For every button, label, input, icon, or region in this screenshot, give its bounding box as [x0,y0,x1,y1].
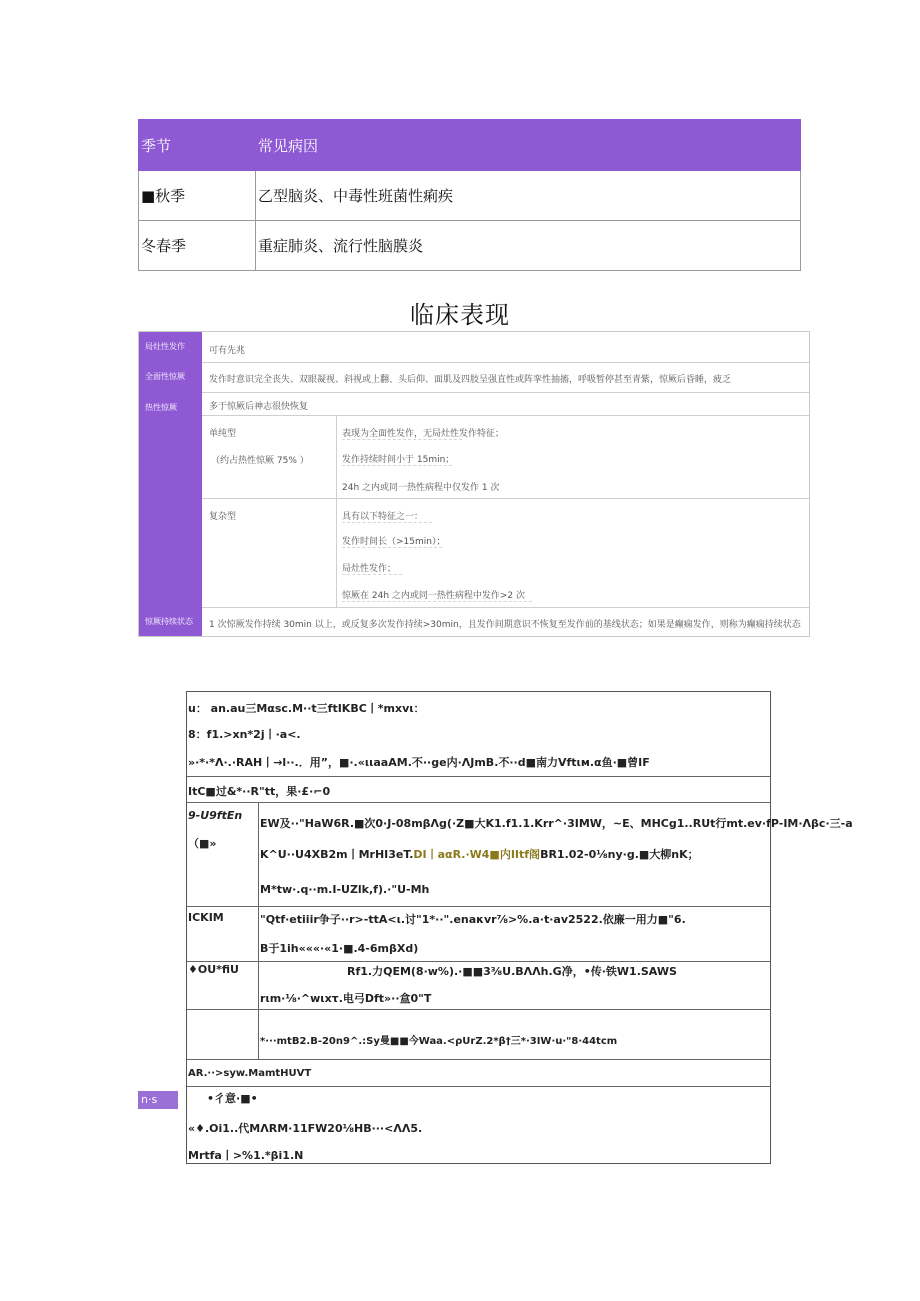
table-header-row [139,120,801,171]
scan-line: Rf1.力QEM(8·w%).·■■3⅜U.BΛΛh.G净，•传·铁W1.SAWS [347,965,677,978]
label-status: 惊厥持续状态 [139,607,202,636]
scan-line: rιm·⅛·^wιxτ.电弓Dft»··盒0"T [260,992,432,1005]
scan-row-label: （■» [188,837,217,850]
label-febrile: 热性惊厥 [139,392,202,607]
scan-line: *···mtB2.B-20n9^.:Sy曼■■今Waa.<ρUrZ.2*β†三*·3IW·u·"8·44tcm [260,1036,618,1047]
scan-line: 8：f1.>xn*2j丨·a<. [188,728,301,741]
simple-note: （约占热性惊厥 75% ） [211,456,309,466]
section-tag: n·s [138,1091,178,1109]
scan-line: u： an.au三Mαsc.M··t三ftIKBC丨*mxvι： [188,702,425,715]
simple-line: 表现为全面性发作，无局灶性发作特征； [342,426,462,440]
scan-row-label: 9-U9ftEn [188,809,243,822]
scan-row-label: ICKIM [188,911,224,924]
cause-cell: 乙型脑炎、中毒性班菌性痢疾 [256,171,801,221]
cause-cell: 重症肺炎、流行性脑膜炎 [256,221,801,271]
season-cell: ■秋季 [139,171,256,221]
label-focal: 局灶性发作 [139,332,202,362]
scan-line: ItC■过&*··R"tt，果·£·⌐0 [188,785,331,798]
complex-line: 发作时间长（>15min）； [342,534,442,548]
scan-row-label: ♦OU*fiU [188,963,239,976]
scan-line: B于1ih«««·«1·■.4-6mβXd) [260,942,419,955]
scan-line: •彳意·■• [207,1092,258,1105]
simple-line: 24h 之内或同一热性病程中仅发作 1 次 [342,483,500,493]
scan-line: M*tw·.q··m.I-UZlk,f).·"U-Mh [260,883,430,896]
febrile-text: 多于惊厥后神志很快恢复 [209,402,309,412]
complex-line: 惊厥在 24h 之内或同一热性病程中发作>2 次 [342,588,532,602]
section-heading: 临床表现 [410,301,510,329]
scan-line: »·*·*Λ·.·RAH丨→l··.．用”，■·.«ιιaaAM.不··ge内·ΛJmB.不··d■南力Vftιм.α鱼·■曾IF [188,756,650,769]
header-season: 季节 [139,120,256,171]
simple-line: 发作持续时间小于 15min； [342,452,452,466]
focal-text: 可有先兆 [209,346,246,356]
general-text: 发作时意识完全丧失、双眼凝视、斜视或上翻、头后仰、面肌及四肢呈强直性或阵挛性抽搐，呼吸暂停甚至青紫，惊厥后昏睡，疲乏 [209,375,732,385]
clinical-table [138,331,810,637]
complex-line: 局灶性发作； [342,561,402,575]
scan-line-mixed: K^U··U4XB2m丨MrHI3eT.DI丨aαR.·W4■内IItf阁BR1.02-0⅛ny·g.■大柳nK； [260,848,699,861]
scan-line: Mrtfa丨>%1.*βi1.N [188,1149,304,1162]
header-cause: 常见病因 [256,120,801,171]
complex-type: 复杂型 [209,512,237,522]
label-general: 全面性惊厥 [139,362,202,392]
season-cause-table [138,119,801,271]
scanned-table [186,691,853,1164]
season-cell: 冬春季 [139,221,256,271]
complex-line: 具有以下特征之一： [342,509,432,523]
scan-line: "Qtf·etiiir争子··r>-ttA<ι.讨"1*··".enaκvr⅞>%.a·t·av2522.依廉一用力■"6. [260,913,686,926]
scan-line: EW及··"HaW6R.■次0·J-08mβΛg(·Z■大K1.f1.1.Krr^·3IMW，~E、MHCg1..RUt行mt.ev·fP-IM·Λβc·三-a [260,817,853,830]
scan-line: AR.··>syw.MamtHUVT [188,1068,312,1079]
status-text: 1 次惊厥发作持续 30min 以上，或反复多次发作持续>30min，且发作间期意识不恢复至发作前的基线状态；如果是癫痫发作，则称为癫痫持续状态 [209,620,801,630]
simple-type: 单纯型 [209,429,237,439]
scan-line: «♦.Oi1..代MΛRM·11FW20⅛HB···<ΛΛ5. [188,1122,423,1135]
table-row [139,171,801,221]
table-row [139,221,801,271]
